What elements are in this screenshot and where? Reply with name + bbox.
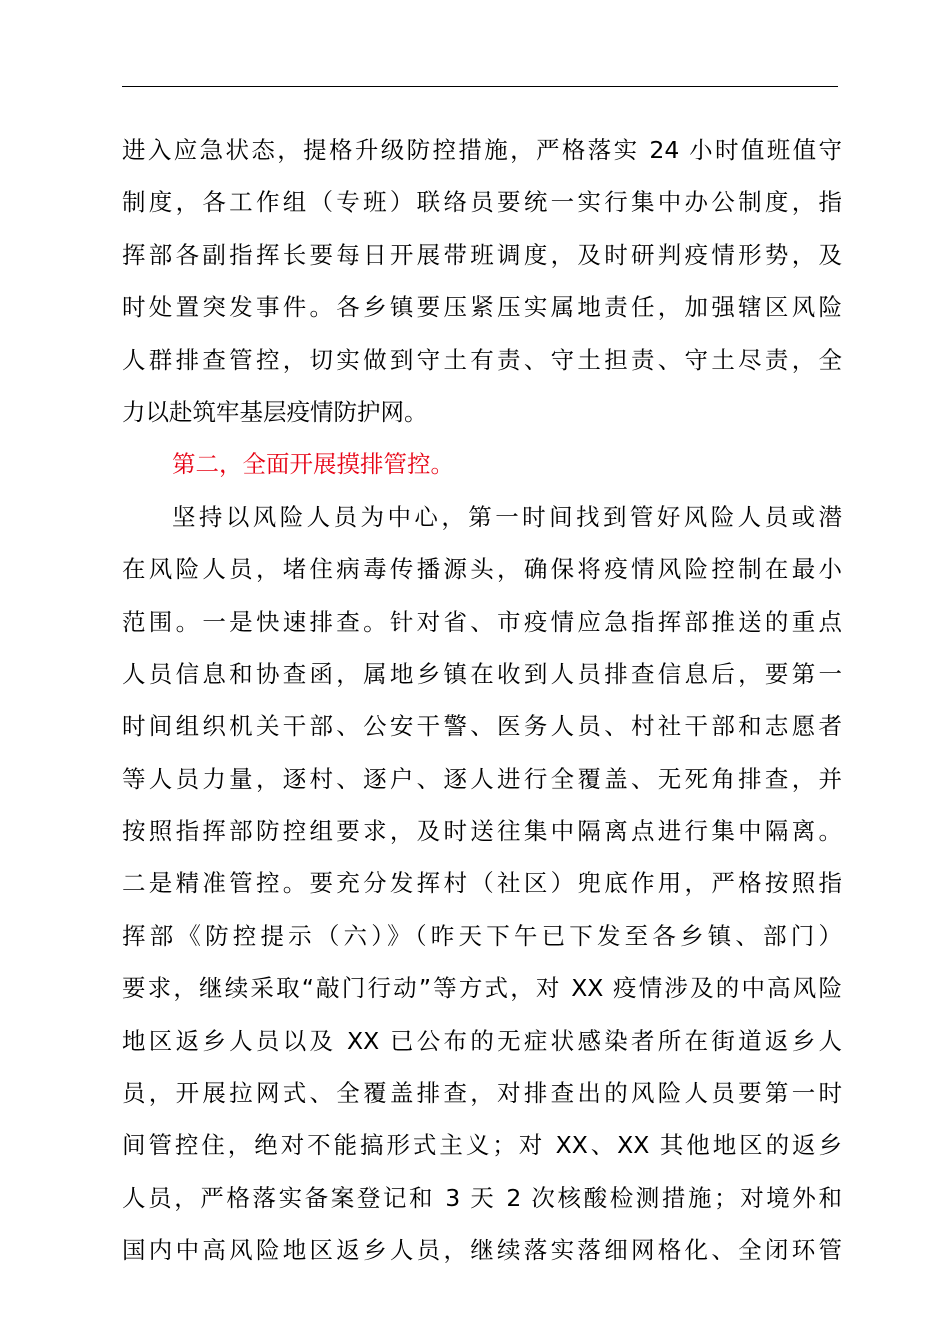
text-line: 国内中高风险地区返乡人员，继续落实落细网格化、全闭环管 — [122, 1236, 842, 1265]
text-line: 范围。一是快速排查。针对省、市疫情应急指挥部推送的重点 — [122, 607, 842, 636]
section-heading: 第二，全面开展摸排管控。 — [172, 450, 454, 479]
text-line: 人员，严格落实备案登记和 3 天 2 次核酸检测措施；对境外和 — [122, 1183, 842, 1212]
text-line: 人群排查管控，切实做到守土有责、守土担责、守土尽责，全 — [122, 345, 842, 374]
text-line: 制度，各工作组（专班）联络员要统一实行集中办公制度，指 — [122, 188, 842, 217]
document-body — [122, 124, 842, 1277]
text-line: 按照指挥部防控组要求，及时送往集中隔离点进行集中隔离。 — [122, 817, 842, 846]
text-line: 等人员力量，逐村、逐户、逐人进行全覆盖、无死角排查，并 — [122, 764, 842, 793]
text-line: 间管控住，绝对不能搞形式主义；对 XX、XX 其他地区的返乡 — [122, 1131, 842, 1160]
header-rule — [122, 86, 838, 87]
paragraph-2 — [122, 491, 842, 1277]
text-line: 进入应急状态，提格升级防控措施，严格落实 24 小时值班值守 — [122, 136, 842, 164]
text-line: 人员信息和协查函，属地乡镇在收到人员排查信息后，要第一 — [122, 659, 842, 688]
text-line: 挥部《防控提示（六）》（昨天下午已下发至各乡镇、部门） — [122, 921, 842, 950]
text-line: 要求，继续采取“敲门行动”等方式，对 XX 疫情涉及的中高风险 — [122, 974, 842, 1003]
text-line: 时间组织机关干部、公安干警、医务人员、村社干部和志愿者 — [122, 712, 842, 741]
paragraph-1 — [122, 124, 842, 438]
text-line: 力以赴筑牢基层疫情防护网。 — [122, 397, 428, 426]
text-line: 时处置突发事件。各乡镇要压紧压实属地责任，加强辖区风险 — [122, 293, 842, 322]
text-line: 地区返乡人员以及 XX 已公布的无症状感染者所在街道返乡人 — [122, 1026, 842, 1055]
text-line: 坚持以风险人员为中心，第一时间找到管好风险人员或潜 — [172, 502, 842, 531]
text-line: 挥部各副指挥长要每日开展带班调度，及时研判疫情形势，及 — [122, 240, 842, 269]
text-line: 二是精准管控。要充分发挥村（社区）兜底作用，严格按照指 — [122, 869, 842, 898]
text-line: 员，开展拉网式、全覆盖排查，对排查出的风险人员要第一时 — [122, 1079, 842, 1108]
text-line: 在风险人员，堵住病毒传播源头，确保将疫情风险控制在最小 — [122, 555, 842, 584]
